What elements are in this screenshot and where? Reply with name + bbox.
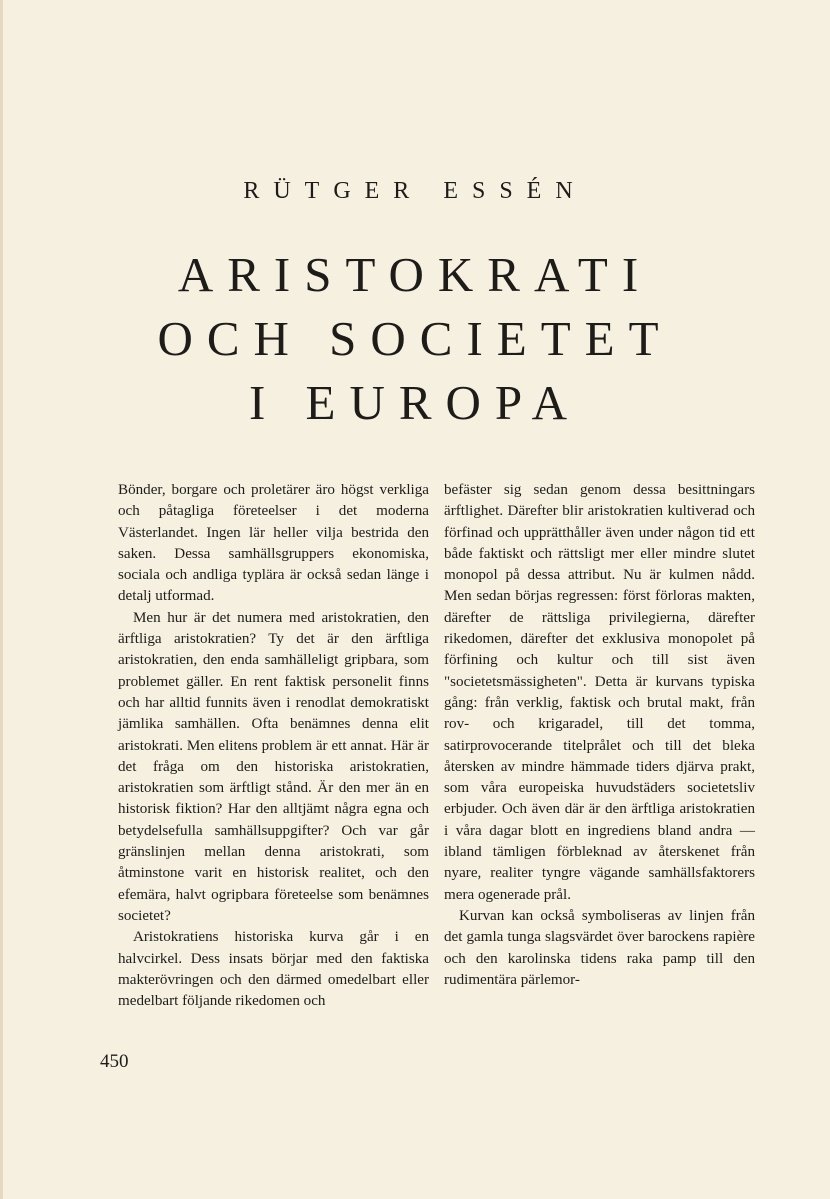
right-text-column bbox=[444, 480, 755, 991]
body-paragraph: Men hur är det numera med aristokratien, den ärftliga aristokratien? Ty det är den ärftliga aristokratien, den enda samhälleligt gripbara, som problemet gäller. En rent faktisk personelit finns och har alltid funnits även i renodlat demokratiskt jämlika samhällen. Ofta benämnes denna elit aristokrati. Men elitens problem är ett annat. Här är det fråga om den historiska aristokratien, aristokratien som ärftligt stånd. Är den mer än en historisk fiktion? Har den alltjämt några egna och betydelsefulla samhällsuppgifter? Och var går gränslinjen mellan denna aristokrati, som åtminstone varit en historisk realitet, och den efemära, halvt ogripbara företeelse som benämnes societet? bbox=[118, 609, 429, 924]
body-paragraph: Aristokratiens historiska kurva går i en halvcirkel. Dess insats börjar med den faktiska makterövringen och den därmed omedelbart eller medelbart följande rikedomen och bbox=[118, 929, 429, 1010]
title-line-1: ARISTOKRATI bbox=[177, 247, 653, 302]
body-paragraph: befäster sig sedan genom dessa besittningars ärftlighet. Därefter blir aristokratien kultiverad och förfinad och upprätthåller även under någon tid ett både faktiskt och rättsligt mer eller mindre slutet monopol på dessa attribut. Nu är kulmen nådd. Men sedan börjas regressen: först förloras makten, därefter de rättsliga privilegierna, därefter rikedomen, därefter det exklusiva monopolet på förfining och kultur och till sist även "societetsmässigheten". Detta är kurvans typiska gång: från verklig, faktisk och brutal makt, från rov- och krigaradel, till det tomma, satirprovocerande titelprålet och till det bleka återsken av mindre hämmade tiders djärva prakt, som våra europeiska huvudstäders societetsliv erbjuder. Och även där är den ärftliga aristokratien i våra dagar blott en ingrediens bland andra — ibland tämligen förbleknad av återskenet från nyare, realiter tyngre vägande samhällsfaktorers mera ogenerade prål. bbox=[444, 482, 755, 903]
left-text-column bbox=[118, 480, 429, 1012]
body-paragraph: Kurvan kan också symboliseras av linjen från det gamla tunga slagsvärdet över barockens rapière och den karolinska tidens raka pamp till den rudimentära pärlemor- bbox=[444, 907, 755, 988]
author-name: RÜTGER ESSÉN bbox=[243, 178, 587, 204]
body-paragraph: Bönder, borgare och proletärer äro högst verkliga och påtagliga företeelser i det moderna Västerlandet. Ingen lär heller vilja bestrida den saken. Dessa samhällsgruppers ekonomiska, sociala och andliga typlära är också sedan länge i detalj utformad. bbox=[118, 482, 429, 605]
page-number: 450 bbox=[100, 1051, 129, 1072]
title-line-2: OCH SOCIETET bbox=[157, 311, 673, 366]
title-line-3: I EUROPA bbox=[248, 375, 582, 430]
